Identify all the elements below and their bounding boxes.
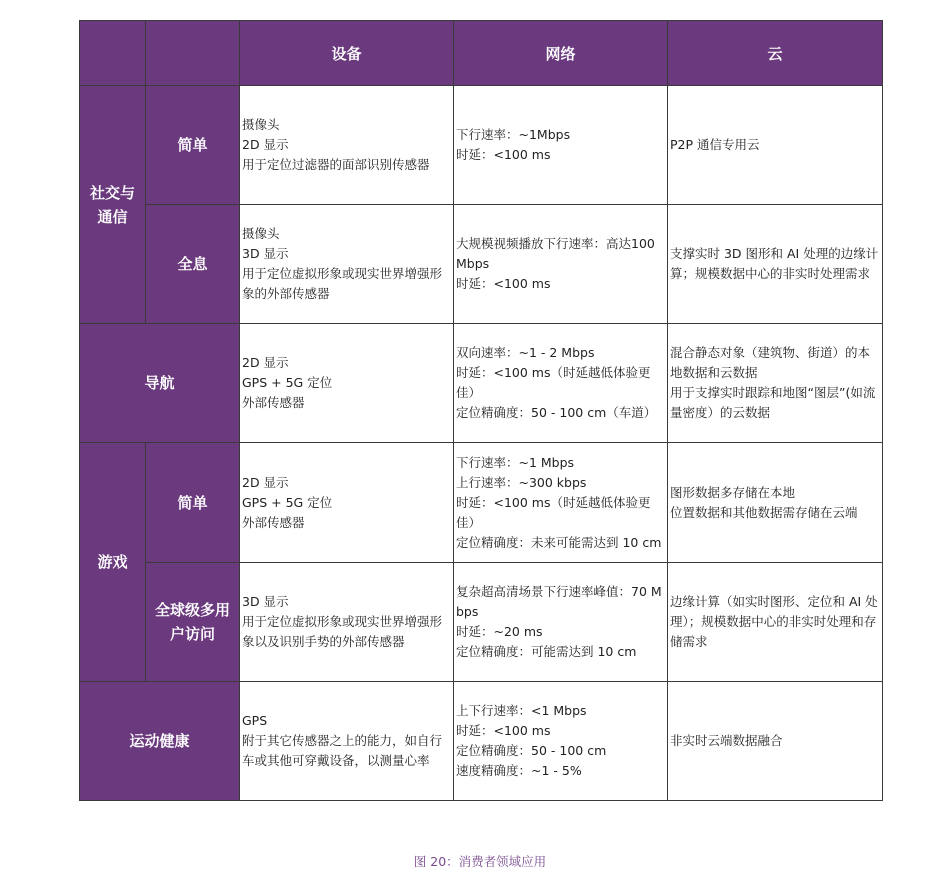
text-line: 时延：<100 ms（时延越低体验更佳） — [456, 494, 651, 530]
text-line: 图形数据多存储在本地 — [670, 484, 796, 500]
category-social-label: 社交与通信 — [89, 183, 135, 226]
network-cell — [454, 324, 668, 443]
text-line: 下行速率：~1Mbps — [456, 127, 571, 142]
cloud-cell — [668, 205, 883, 324]
text-line: 定位精确度：未来可能需达到 10 cm — [456, 534, 662, 550]
category-social — [80, 86, 146, 324]
header-network: 网络 — [454, 21, 668, 86]
device-cell — [240, 324, 454, 443]
table-row — [80, 563, 883, 682]
cloud-cell — [668, 443, 883, 563]
device-cell — [240, 205, 454, 324]
text-line: 摄像头 — [242, 226, 280, 241]
subcategory-social-holo: 全息 — [146, 205, 240, 324]
text-line: 摄像头 — [242, 117, 280, 132]
device-cell — [240, 86, 454, 205]
text-line: 位置数据和其他数据需存储在云端 — [670, 504, 858, 520]
text-line: 2D 显示 — [242, 137, 289, 152]
text-line: 支撑实时 3D 图形和 AI 处理的边缘计算；规模数据中心的非实时处理需求 — [670, 246, 879, 281]
text-line: 时延：<100 ms — [456, 147, 551, 162]
text-line: 大规模视频播放下行速率：高达100 Mbps — [456, 236, 655, 271]
text-line: GPS + 5G 定位 — [242, 375, 333, 390]
header-device: 设备 — [240, 21, 454, 86]
cloud-cell — [668, 682, 883, 801]
corner-cell-empty-1 — [80, 21, 146, 86]
text-line: P2P 通信专用云 — [670, 137, 760, 152]
cloud-cell — [668, 324, 883, 443]
text-line: 时延：<100 ms — [456, 723, 551, 738]
subcategory-social-simple: 简单 — [146, 86, 240, 205]
text-line: 2D 显示 — [242, 474, 289, 490]
category-game: 游戏 — [80, 443, 146, 682]
category-sport-health: 运动健康 — [80, 682, 240, 801]
text-line: 定位精确度：50 - 100 cm（车道） — [456, 405, 657, 420]
text-line: 用于定位虚拟形象或现实世界增强形象的外部传感器 — [242, 266, 443, 301]
subcategory-game-global — [146, 563, 240, 682]
device-cell — [240, 563, 454, 682]
network-cell — [454, 563, 668, 682]
text-line: 速度精确度：~1 - 5% — [456, 763, 582, 778]
table-row — [80, 86, 883, 205]
text-line: GPS + 5G 定位 — [242, 494, 333, 510]
text-line: 边缘计算（如实时图形、定位和 AI 处理）；规模数据中心的非实时处理和存储需求 — [670, 594, 878, 649]
text-line: 用于定位虚拟形象或现实世界增强形象以及识别手势的外部传感器 — [242, 614, 443, 649]
device-cell — [240, 443, 454, 563]
text-line: 2D 显示 — [242, 355, 289, 370]
cloud-cell — [668, 86, 883, 205]
text-line: 非实时云端数据融合 — [670, 733, 783, 748]
text-line: GPS — [242, 713, 268, 728]
device-cell — [240, 682, 454, 801]
text-line: 定位精确度：50 - 100 cm — [456, 743, 607, 758]
network-cell — [454, 205, 668, 324]
text-line: 混合静态对象（建筑物、街道）的本地数据和云数据 — [670, 345, 871, 380]
table-row — [80, 443, 883, 563]
text-line: 时延：~20 ms — [456, 624, 543, 639]
text-line: 时延：<100 ms — [456, 276, 551, 291]
table-row — [80, 324, 883, 443]
table-row — [80, 205, 883, 324]
text-line: 3D 显示 — [242, 594, 289, 609]
text-line: 上下行速率：<1 Mbps — [456, 703, 587, 718]
table-row — [80, 682, 883, 801]
category-navigation: 导航 — [80, 324, 240, 443]
network-cell — [454, 443, 668, 563]
text-line: 复杂超高清场景下行速率峰值：70 Mbps — [456, 584, 662, 619]
network-cell — [454, 682, 668, 801]
subcategory-game-global-label: 全球级多用户访问 — [154, 601, 230, 643]
network-cell — [454, 86, 668, 205]
text-line: 双向速率：~1 - 2 Mbps — [456, 345, 595, 360]
header-cloud: 云 — [668, 21, 883, 86]
text-line: 上行速率：~300 kbps — [456, 474, 587, 490]
subcategory-game-simple: 简单 — [146, 443, 240, 563]
text-line: 下行速率：~1 Mbps — [456, 454, 575, 470]
figure-caption: 图 20：消费者领域应用 — [413, 854, 547, 869]
text-line: 定位精确度：可能需达到 10 cm — [456, 644, 637, 659]
header-row — [80, 21, 883, 86]
corner-cell-empty-2 — [146, 21, 240, 86]
text-line: 用于定位过滤器的面部识别传感器 — [242, 157, 430, 172]
text-line: 外部传感器 — [242, 514, 305, 530]
consumer-applications-table — [79, 20, 883, 801]
text-line: 外部传感器 — [242, 395, 305, 410]
text-line: 附于其它传感器之上的能力，如自行车或其他可穿戴设备，以测量心率 — [242, 733, 443, 768]
cloud-cell — [668, 563, 883, 682]
text-line: 时延：<100 ms（时延越低体验更佳） — [456, 365, 651, 400]
text-line: 用于支撑实时跟踪和地图“图层”(如流量密度）的云数据 — [670, 385, 876, 420]
text-line: 3D 显示 — [242, 246, 289, 261]
